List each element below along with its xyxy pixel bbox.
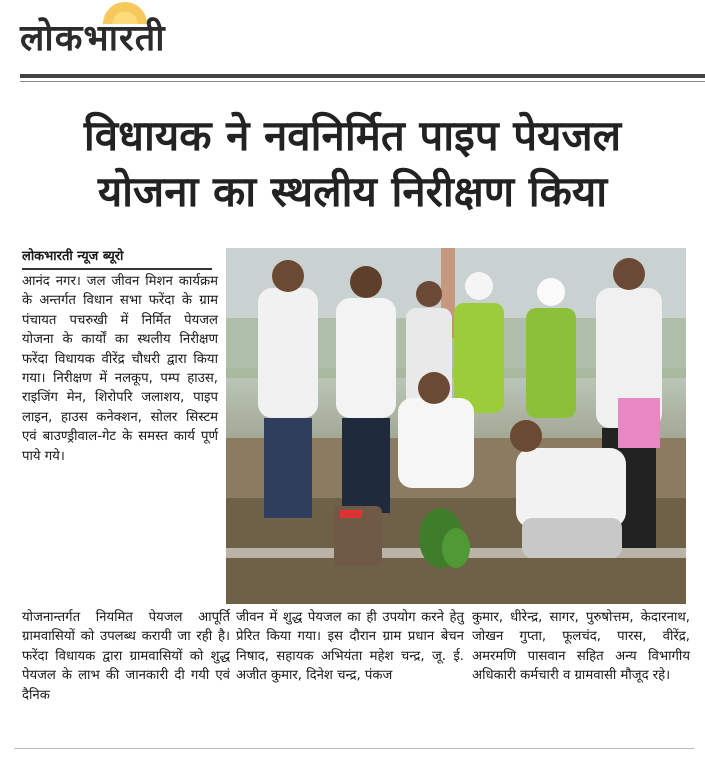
article-column-bottom-1: योजनान्तर्गत नियमित पेयजल आपूर्ति ग्रामवासियों को उपलब्ध करायी जा रही है। फरेंदा विधायक द्वारा ग्रामवासियों को शुद्ध पेयजल के लाभ की जानकारी दी गयी एवं दैनिक xyxy=(22,610,230,703)
headline xyxy=(0,108,705,220)
bottom-divider xyxy=(14,748,694,749)
article-column-bottom-3: कुमार, धीरेन्द्र, सागर, पुरुषोत्तम, केदारनाथ, जोखन गुप्ता, फूलचंद, पारस, वीरेंद्र, अमरमणि पासवान सहित अन्य विभागीय अधिकारी कर्मचारी व ग्रामवासी मौजूद रहे। xyxy=(472,610,690,684)
article-column-bottom-2: जीवन में शुद्ध पेयजल का ही उपयोग करने हेतु प्रेरित किया गया। इस दौरान ग्राम प्रधान बेचन निषाद, सहायक अभियंता महेश चन्द्र, जू. ई. अजीत कुमार, दिनेश चन्द्र, पंकज xyxy=(236,610,464,684)
photo-illustration xyxy=(226,248,686,604)
headline-line-2: योजना का स्थलीय निरीक्षण किया xyxy=(97,167,608,216)
news-photo xyxy=(226,248,686,604)
masthead-rule xyxy=(20,74,705,78)
article-column-1: आनंद नगर। जल जीवन मिशन कार्यक्रम के अन्तर्गत विधान सभा फरेंदा के ग्राम पंचायत पचरुखी में निर्मित पेयजल योजना के कार्यों का स्थलीय निरीक्षण फरेंदा विधायक वीरेंद्र चौधरी द्वारा किया गया। निरीक्षण में नलकूप, पम्प हाउस, राइजिंग मेन, शिरोपरि जलाशय, पाइप लाइन, हाउस कनेक्शन, सोलर सिस्टम एवं बाउण्ड्रीवाल-गेट के समस्त कार्य पूर्ण पाये गये। xyxy=(22,274,218,464)
headline-line-1: विधायक ने नवनिर्मित पाइप पेयजल xyxy=(83,111,622,160)
masthead xyxy=(0,0,705,80)
masthead-rule-thin xyxy=(20,81,705,82)
newspaper-logo: लोकभारती xyxy=(20,18,166,59)
byline: लोकभारती न्यूज ब्यूरो xyxy=(22,246,212,270)
